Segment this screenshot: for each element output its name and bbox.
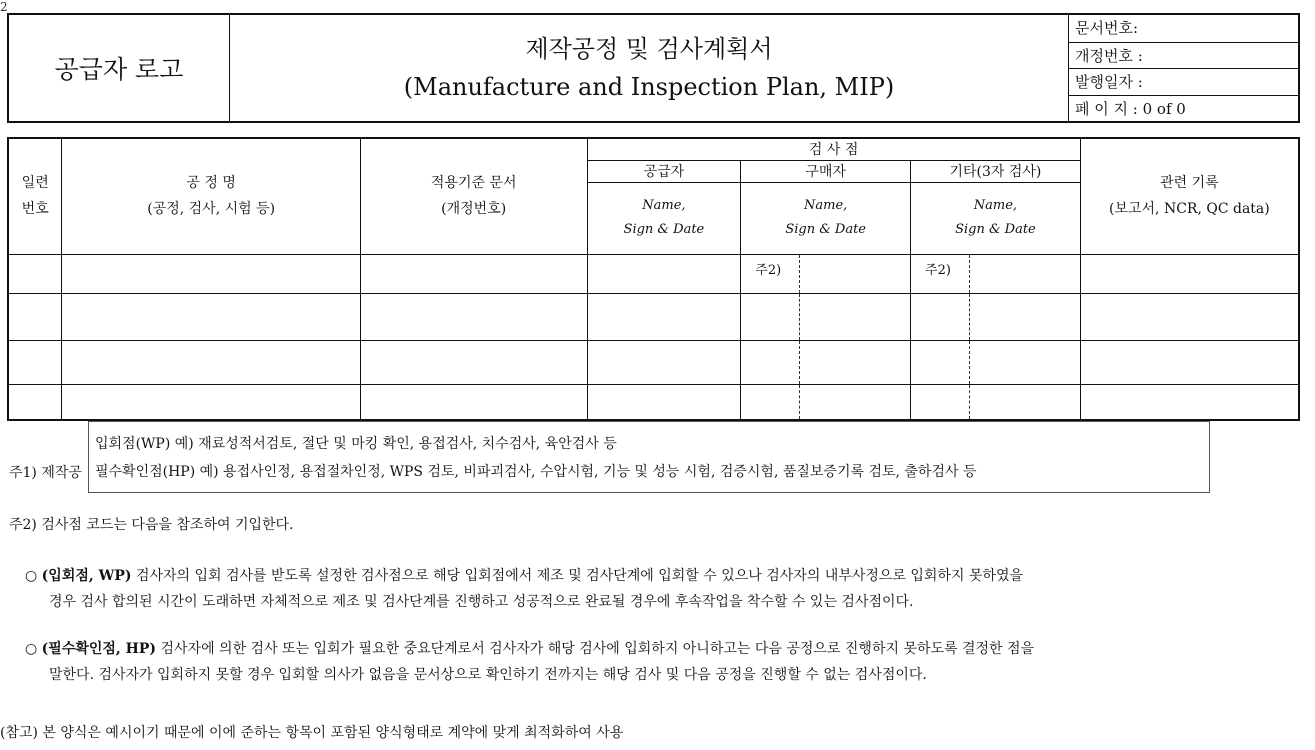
note-2: 주2) 검사점 코드는 다음을 참조하여 기입한다. — [9, 517, 294, 533]
wp-definition: ○ (입회점, WP) 검사자의 입회 검사를 받도록 설정한 검사점으로 해당 입회점에서 제조 및 검사단계에 입회할 수 있으나 검사자의 내부사정으로 입회하지 못하였을 경우 검사 합의된 시간이 도래하면 자체적으로 제조 및 검사단계를 진행하고 성공적으로 완료될 경우에 후속작업을 착수할 수 있는 검사점이다. — [25, 568, 1024, 610]
meta-revision: 개정번호 : — [1069, 42, 1298, 69]
table-row — [8, 293, 1299, 340]
header-supplier: 공급자 — [587, 160, 741, 182]
document-meta — [1069, 15, 1298, 121]
document-header — [7, 13, 1300, 123]
header-buyer: 구매자 — [741, 160, 911, 182]
table-row — [8, 254, 1299, 293]
wp-examples: 입회점(WP) 예) 재료성적서검토, 절단 및 마킹 확인, 용접검사, 치수검사, 육안검사 등 — [95, 436, 617, 452]
supplier-name-sign: Name, Sign & Date — [587, 182, 741, 254]
other-name-sign: Name, Sign & Date — [911, 182, 1081, 254]
wp-label: (입회점, WP) — [41, 568, 132, 584]
header-records: 관련 기록 (보고서, NCR, QC data) — [1080, 138, 1299, 254]
reference-note: (참고) 본 양식은 예시이기 때문에 이에 준하는 항목이 포함된 양식형태로 계약에 맞게 최적화하여 사용 — [0, 725, 624, 741]
hp-definition: ○ (필수확인점, HP) 검사자에 의한 검사 또는 입회가 필요한 중요단계로서 검사자가 해당 검사에 입회하지 아니하고는 다음 공정으로 진행하지 못하도록 결정한 점을 말한다. 검사자가 입회하지 못할 경우 입회할 의사가 없음을 문서상으로 확인하기 전까지는 해당 검사 및 다음 공정을 진행할 수 없는 검사점이다. — [25, 641, 1035, 683]
header-process: 공 정 명 (공정, 검사, 시험 등) — [62, 138, 360, 254]
header-other: 기타(3자 검사) — [911, 160, 1081, 182]
top-partial-text: 2 — [0, 0, 8, 14]
supplier-logo-placeholder: 공급자 로고 — [9, 15, 230, 121]
note-ref: 주2) — [925, 262, 951, 278]
title-english: (Manufacture and Inspection Plan, MIP) — [403, 73, 895, 101]
hp-examples: 필수확인점(HP) 예) 용접사인정, 용접절차인정, WPS 검토, 비파괴검사, 수압시험, 기능 및 성능 시험, 검증시험, 품질보증기록 검토, 출하검사 등 — [95, 464, 977, 480]
meta-doc-number: 문서번호: — [1075, 19, 1139, 37]
mip-table — [7, 137, 1300, 421]
meta-page: 페 이 지 : 0 of 0 — [1069, 95, 1298, 122]
document-title — [230, 15, 1069, 121]
other-cell[interactable] — [911, 254, 1081, 293]
header-serial: 일련 번호 — [8, 138, 62, 254]
header-standard: 적용기준 문서 (개정번호) — [360, 138, 587, 254]
buyer-cell[interactable] — [741, 254, 911, 293]
table-row — [8, 340, 1299, 384]
header-inspection-point: 검 사 점 — [587, 138, 1080, 160]
buyer-name-sign: Name, Sign & Date — [741, 182, 911, 254]
note-1: 주1) 제작공 — [9, 465, 82, 481]
title-korean: 제작공정 및 검사계획서 — [525, 35, 773, 63]
hp-label: (필수확인점, HP) — [41, 641, 157, 657]
inspection-point-examples-box — [88, 421, 1210, 493]
table-row — [8, 384, 1299, 420]
meta-issue-date: 발행일자 : — [1069, 68, 1298, 95]
note-ref: 주2) — [755, 262, 782, 278]
